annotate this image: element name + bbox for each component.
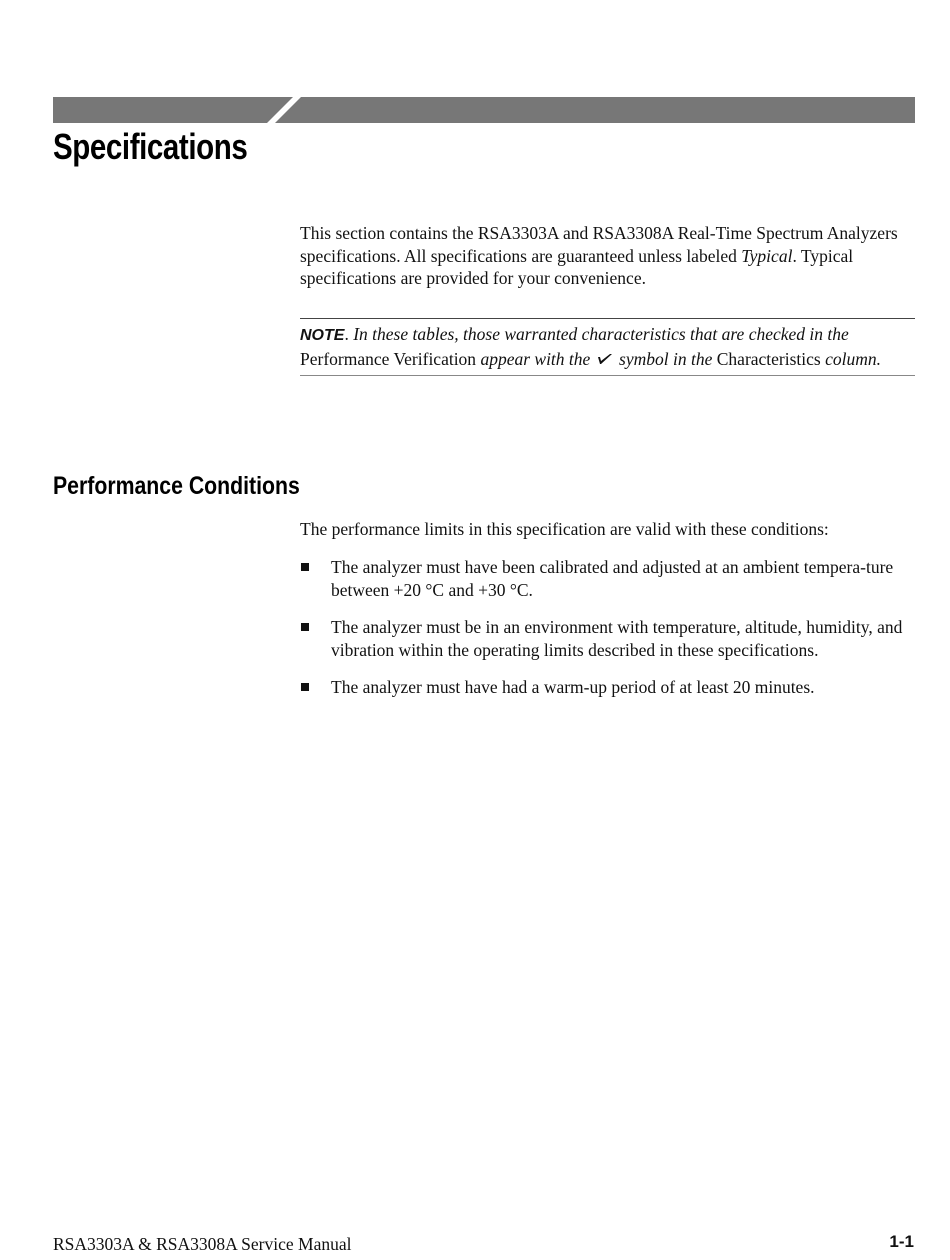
square-bullet-icon [301,683,309,691]
note-term-performance-verification: Performance Verification [300,348,477,369]
intro-text-2: . Typical specifications are provided for your convenience. [300,245,854,288]
list-item-text: The analyzer must be in an environment with temperature, altitude, humidity, and vibration within the operating limits described in these specifications. [331,617,903,660]
note-text-4: column. [820,348,882,369]
checkmark-icon [597,348,613,360]
note-text-1: In these tables, those warranted characteristics that are checked in the [353,324,849,344]
list-item [300,556,915,601]
note-text-3: symbol in the [614,348,717,369]
note-box [300,318,915,376]
square-bullet-icon [301,563,309,571]
list-item-text: The analyzer must have been calibrated and adjusted at an ambient tempera-ture between +20 °C and +30 °C. [331,557,894,600]
footer-manual-title: RSA3303A & RSA3308A Service Manual [53,1234,352,1254]
section-title-performance-conditions: Performance Conditions [53,472,300,500]
intro-paragraph [300,222,915,290]
intro-text-1: This section contains the RSA3303A and RSA3308A Real-Time Spectrum Analyzers specifications. All specifications are guaranteed unless labeled [300,223,898,266]
conditions-intro: The performance limits in this specification are valid with these conditions: [300,519,829,539]
page-title: Specifications [53,126,248,167]
list-item [300,616,915,661]
header-bar-graphic [53,97,915,123]
page-number: 1-1 [889,1232,914,1251]
note-text-2: appear with the [476,348,595,369]
conditions-list [300,556,915,714]
list-item-text: The analyzer must have had a warm-up period of at least 20 minutes. [331,677,815,697]
list-item [300,676,915,699]
note-label: NOTE [300,327,345,344]
square-bullet-icon [301,623,309,631]
intro-typical: Typical [741,245,793,266]
note-term-characteristics: Characteristics [716,348,821,369]
chapter-header-bar [53,97,915,123]
note-label-dot: . [344,324,354,344]
